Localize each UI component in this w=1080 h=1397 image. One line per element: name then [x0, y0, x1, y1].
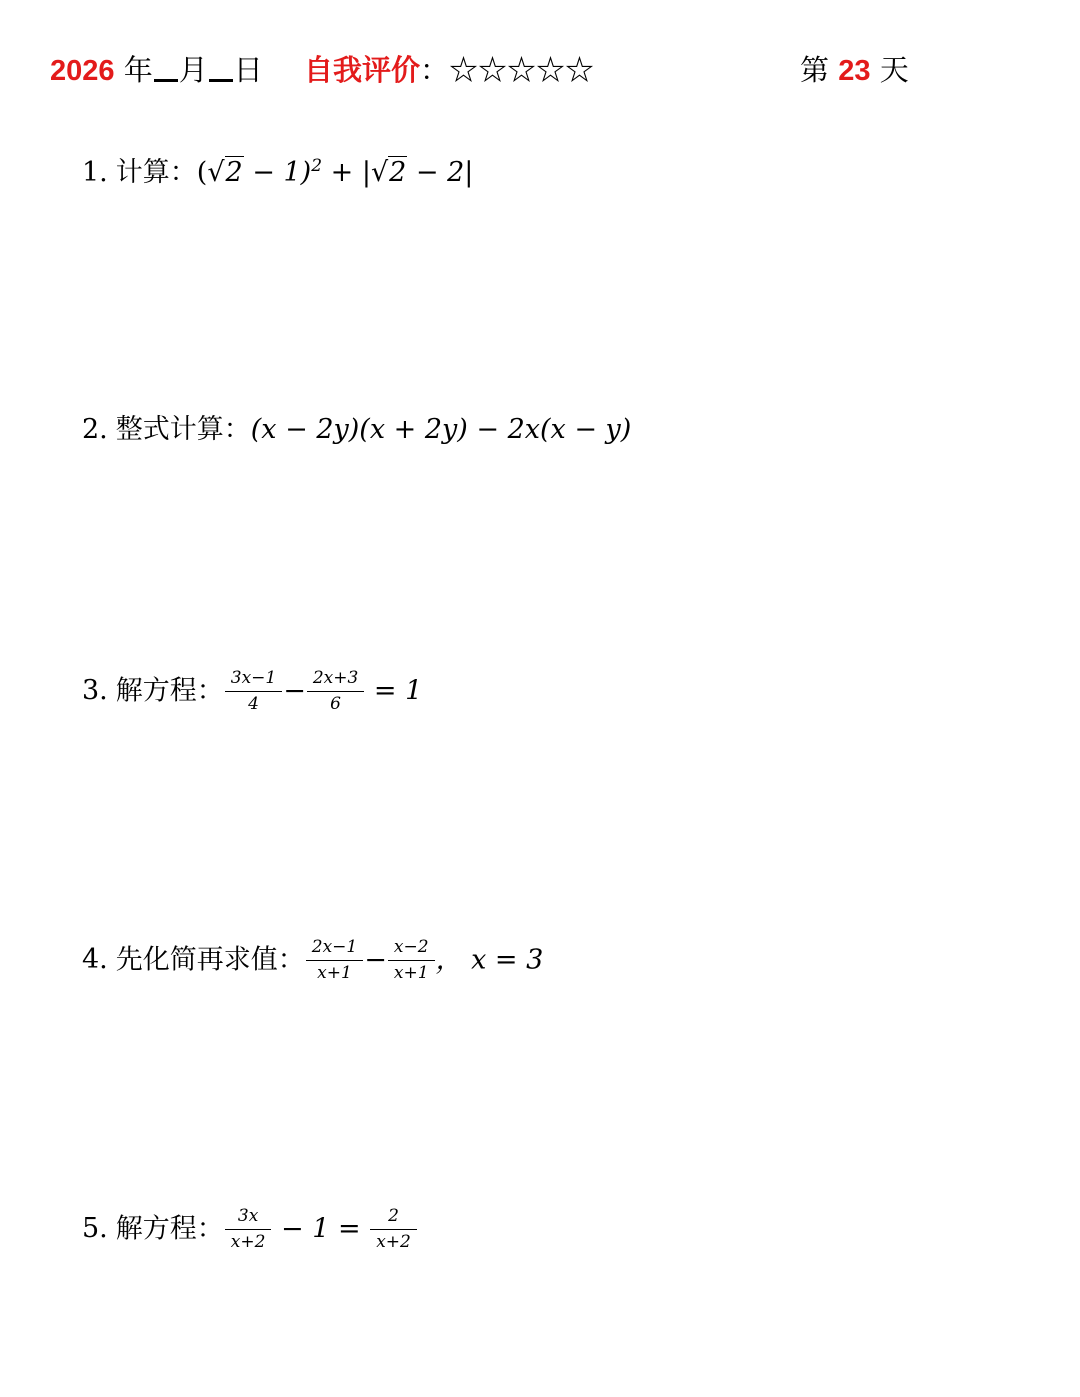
problem-label: 先化简再求值：: [115, 944, 305, 976]
self-rating: [304, 48, 594, 89]
day-prefix: 第: [800, 53, 830, 87]
problem-number: 1.: [82, 157, 108, 188]
problem-1: [82, 158, 473, 186]
day-suffix-text: 天: [879, 53, 909, 87]
fraction: $\frac{3x-1}{4}$: [228, 668, 279, 716]
problem-5: 5. 解方程： $\frac{3x}{x+2}$ − 1 = $\frac{2}{x+2}$: [82, 1206, 418, 1254]
month-blank[interactable]: [154, 57, 178, 82]
problem-3: 3. 解方程： $\frac{3x-1}{4}$ − $\frac{2x+3}{6}$ = 1: [82, 668, 423, 715]
problem-number: 5.: [82, 1213, 108, 1245]
sqrt-symbol: √2: [207, 157, 243, 188]
problem-number: 3.: [82, 675, 108, 707]
month-suffix: 月: [178, 53, 208, 87]
day-blank[interactable]: [209, 57, 233, 82]
problem-label: 整式计算：: [115, 414, 251, 445]
rating-colon: ：: [420, 53, 450, 87]
year-suffix: 年: [123, 53, 153, 87]
problem-2: [82, 416, 631, 443]
sqrt-symbol-2: √2: [370, 157, 407, 188]
fraction: $\frac{2x+3}{6}$: [310, 668, 361, 716]
fraction: $\frac{2x-1}{x+1}$: [309, 937, 360, 985]
year: 2026: [50, 55, 115, 87]
problem-label: 计算：: [115, 157, 197, 188]
condition: ， x = 3: [435, 944, 544, 976]
problem-1-expression: $(√2 - 1)^2 + |√2 - 2|$: [196, 156, 474, 188]
problem-2-expression: (x − 2y)(x + 2y) − 2x(x − y): [250, 414, 632, 445]
rating-label: 自我评价: [304, 53, 421, 87]
date-field: [50, 48, 263, 89]
day-number: 23: [838, 55, 871, 87]
problem-number: 4.: [82, 944, 108, 976]
fraction: $\frac{x-2}{x+1}$: [391, 937, 432, 985]
problem-label: 解方程：: [115, 1213, 224, 1245]
worksheet-header: [0, 48, 1080, 92]
problem-4: 4. 先化简再求值： $\frac{2x-1}{x+1}$ − $\frac{x-2}{x+1}$ ， x = 3: [82, 937, 544, 984]
day-counter: [800, 48, 909, 89]
problem-number: 2.: [82, 414, 108, 445]
fraction: $\frac{3x}{x+2}$: [228, 1206, 269, 1254]
problem-label: 解方程：: [115, 675, 224, 707]
fraction: $\frac{2}{x+2}$: [373, 1206, 414, 1254]
rating-stars[interactable]: ☆☆☆☆☆: [449, 53, 595, 87]
day-suffix: 日: [233, 53, 263, 87]
